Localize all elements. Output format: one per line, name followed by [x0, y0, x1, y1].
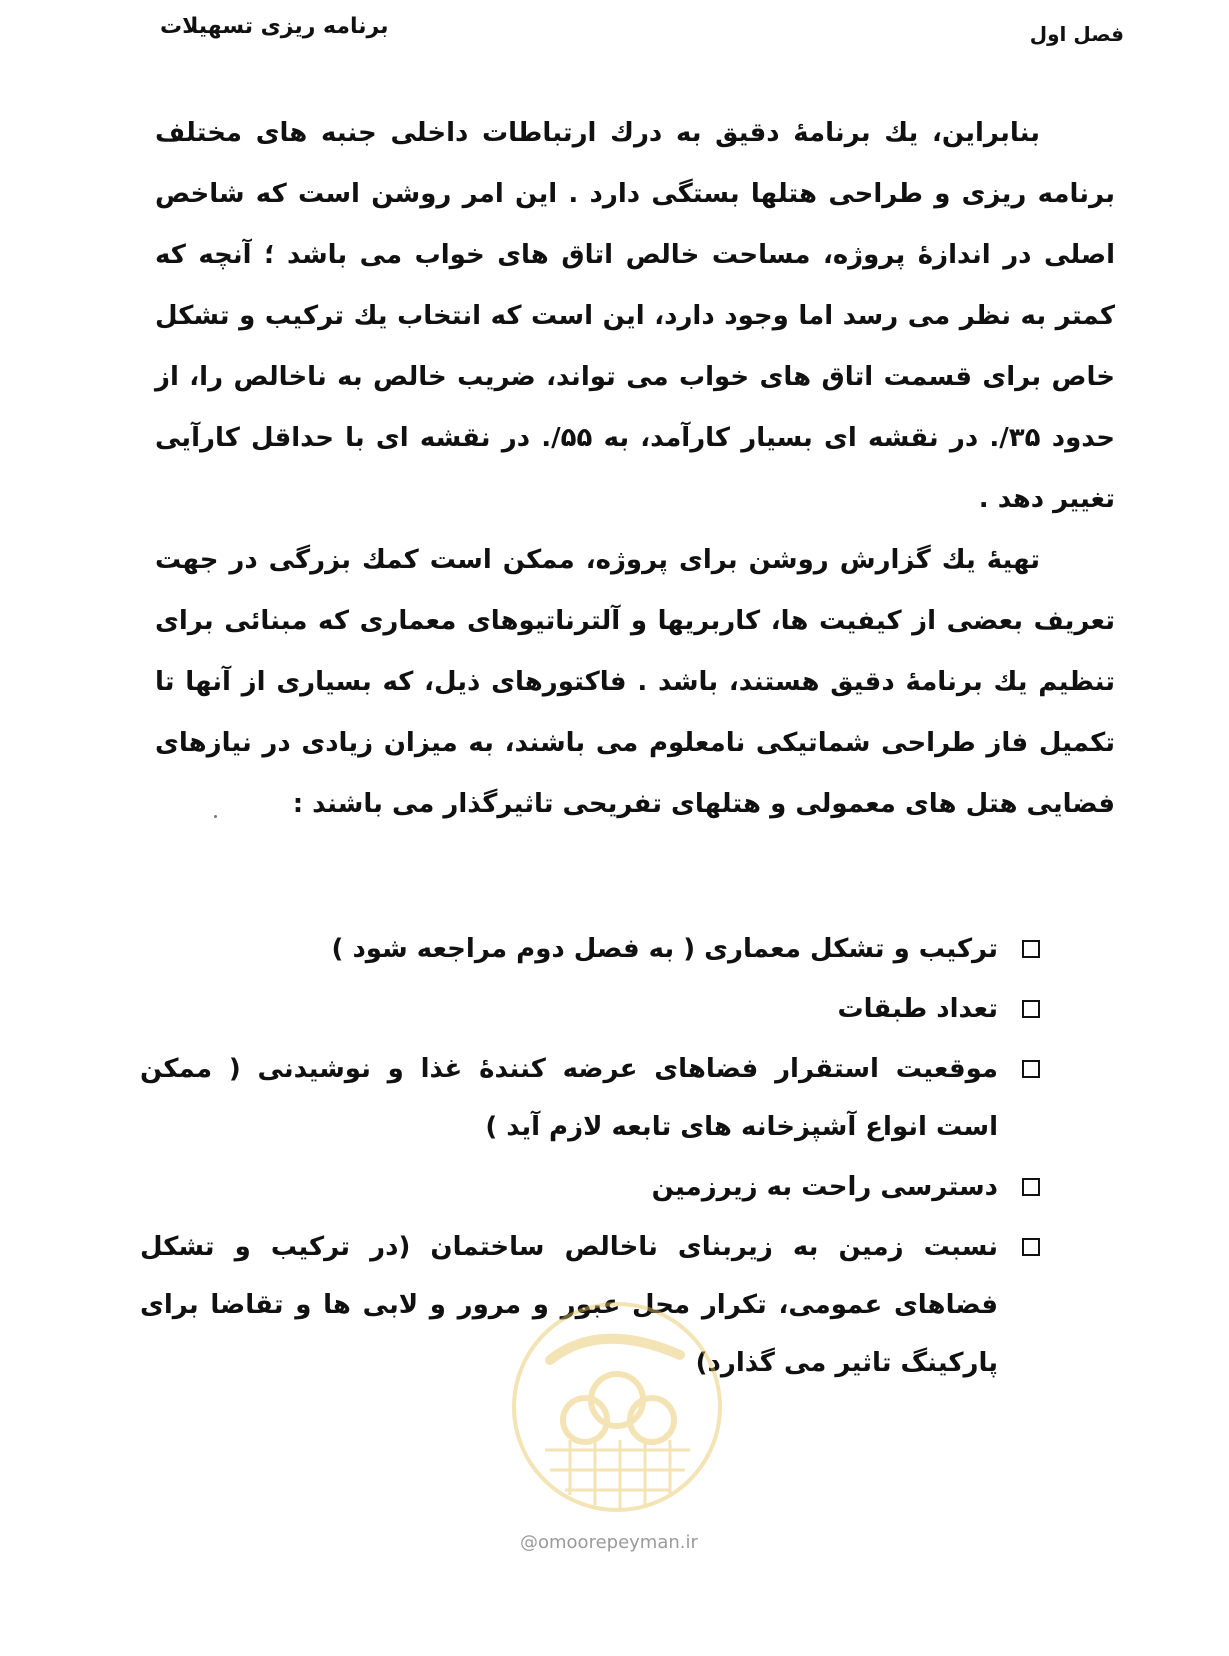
- list-item-text: دسترسی راحت به زیرزمین: [651, 1172, 998, 1202]
- checkbox-icon: [1022, 1178, 1040, 1196]
- list-item: [140, 1040, 1040, 1156]
- watermark-url: @omoorepeyman.ir: [520, 1532, 698, 1553]
- chapter-label: فصل اول: [1029, 22, 1124, 46]
- list-item-text: تعداد طبقات: [837, 994, 998, 1024]
- list-item: [140, 980, 1040, 1038]
- scan-speck: [214, 815, 217, 818]
- running-header-title: برنامه ریزی تسهیلات: [160, 14, 389, 39]
- watermark-seal-icon: [510, 1300, 725, 1515]
- list-item-text: ترکیب و تشکل معماری ( به فصل دوم مراجعه شود ): [331, 934, 998, 964]
- list-item: [140, 920, 1040, 978]
- body-text: [155, 103, 1115, 835]
- list-item-text: نسبت زمین به زیربنای ناخالص ساختمان (در ترکیب و تشکل فضاهای عمومی، تکرار محل عبور و مرور و لابی ها و تقاضا برای پارکینگ تاثیر می گذارد): [140, 1232, 998, 1378]
- list-item-text: موقعیت استقرار فضاهای عرضه کنندهٔ غذا و نوشیدنی ( ممکن است انواع آشپزخانه های تابعه لازم آید ): [140, 1054, 998, 1142]
- paragraph-1: بنابراین، یك برنامهٔ دقیق به درك ارتباطات داخلی جنبه های مختلف برنامه ریزی و طراحی هتلها بستگی دارد . این امر روشن است که شاخص اصلی در اندازهٔ پروژه، مساحت خالص اتاق های خواب می باشد ؛ آنچه که کمتر به نظر می رسد اما وجود دارد، این است که انتخاب یك ترکیب و تشکل خاص برای قسمت اتاق های خواب می تواند، ضریب خالص به ناخالص را، از حدود ۳۵/. در نقشه ای بسیار کارآمد، به ۵۵/. در نقشه ای با حداقل کارآیی تغییر دهد .: [155, 118, 1115, 514]
- checkbox-icon: [1022, 1238, 1040, 1256]
- paragraph-2: تهیهٔ یك گزارش روشن برای پروژه، ممکن است کمك بزرگی در جهت تعریف بعضی از کیفیت ها، کاربریها و آلترناتیوهای معماری که مبنائی برای تنظیم یك برنامهٔ دقیق هستند، باشد . فاکتورهای ذیل، که بسیاری از آنها تا تکمیل فاز طراحی شماتیکی نامعلوم می باشند، به میزان زیادی در نیازهای فضایی هتل های معمولی و هتلهای تفریحی تاثیرگذار می باشند :: [155, 545, 1115, 819]
- list-item: [140, 1158, 1040, 1216]
- checkbox-icon: [1022, 1060, 1040, 1078]
- checkbox-icon: [1022, 940, 1040, 958]
- checkbox-icon: [1022, 1000, 1040, 1018]
